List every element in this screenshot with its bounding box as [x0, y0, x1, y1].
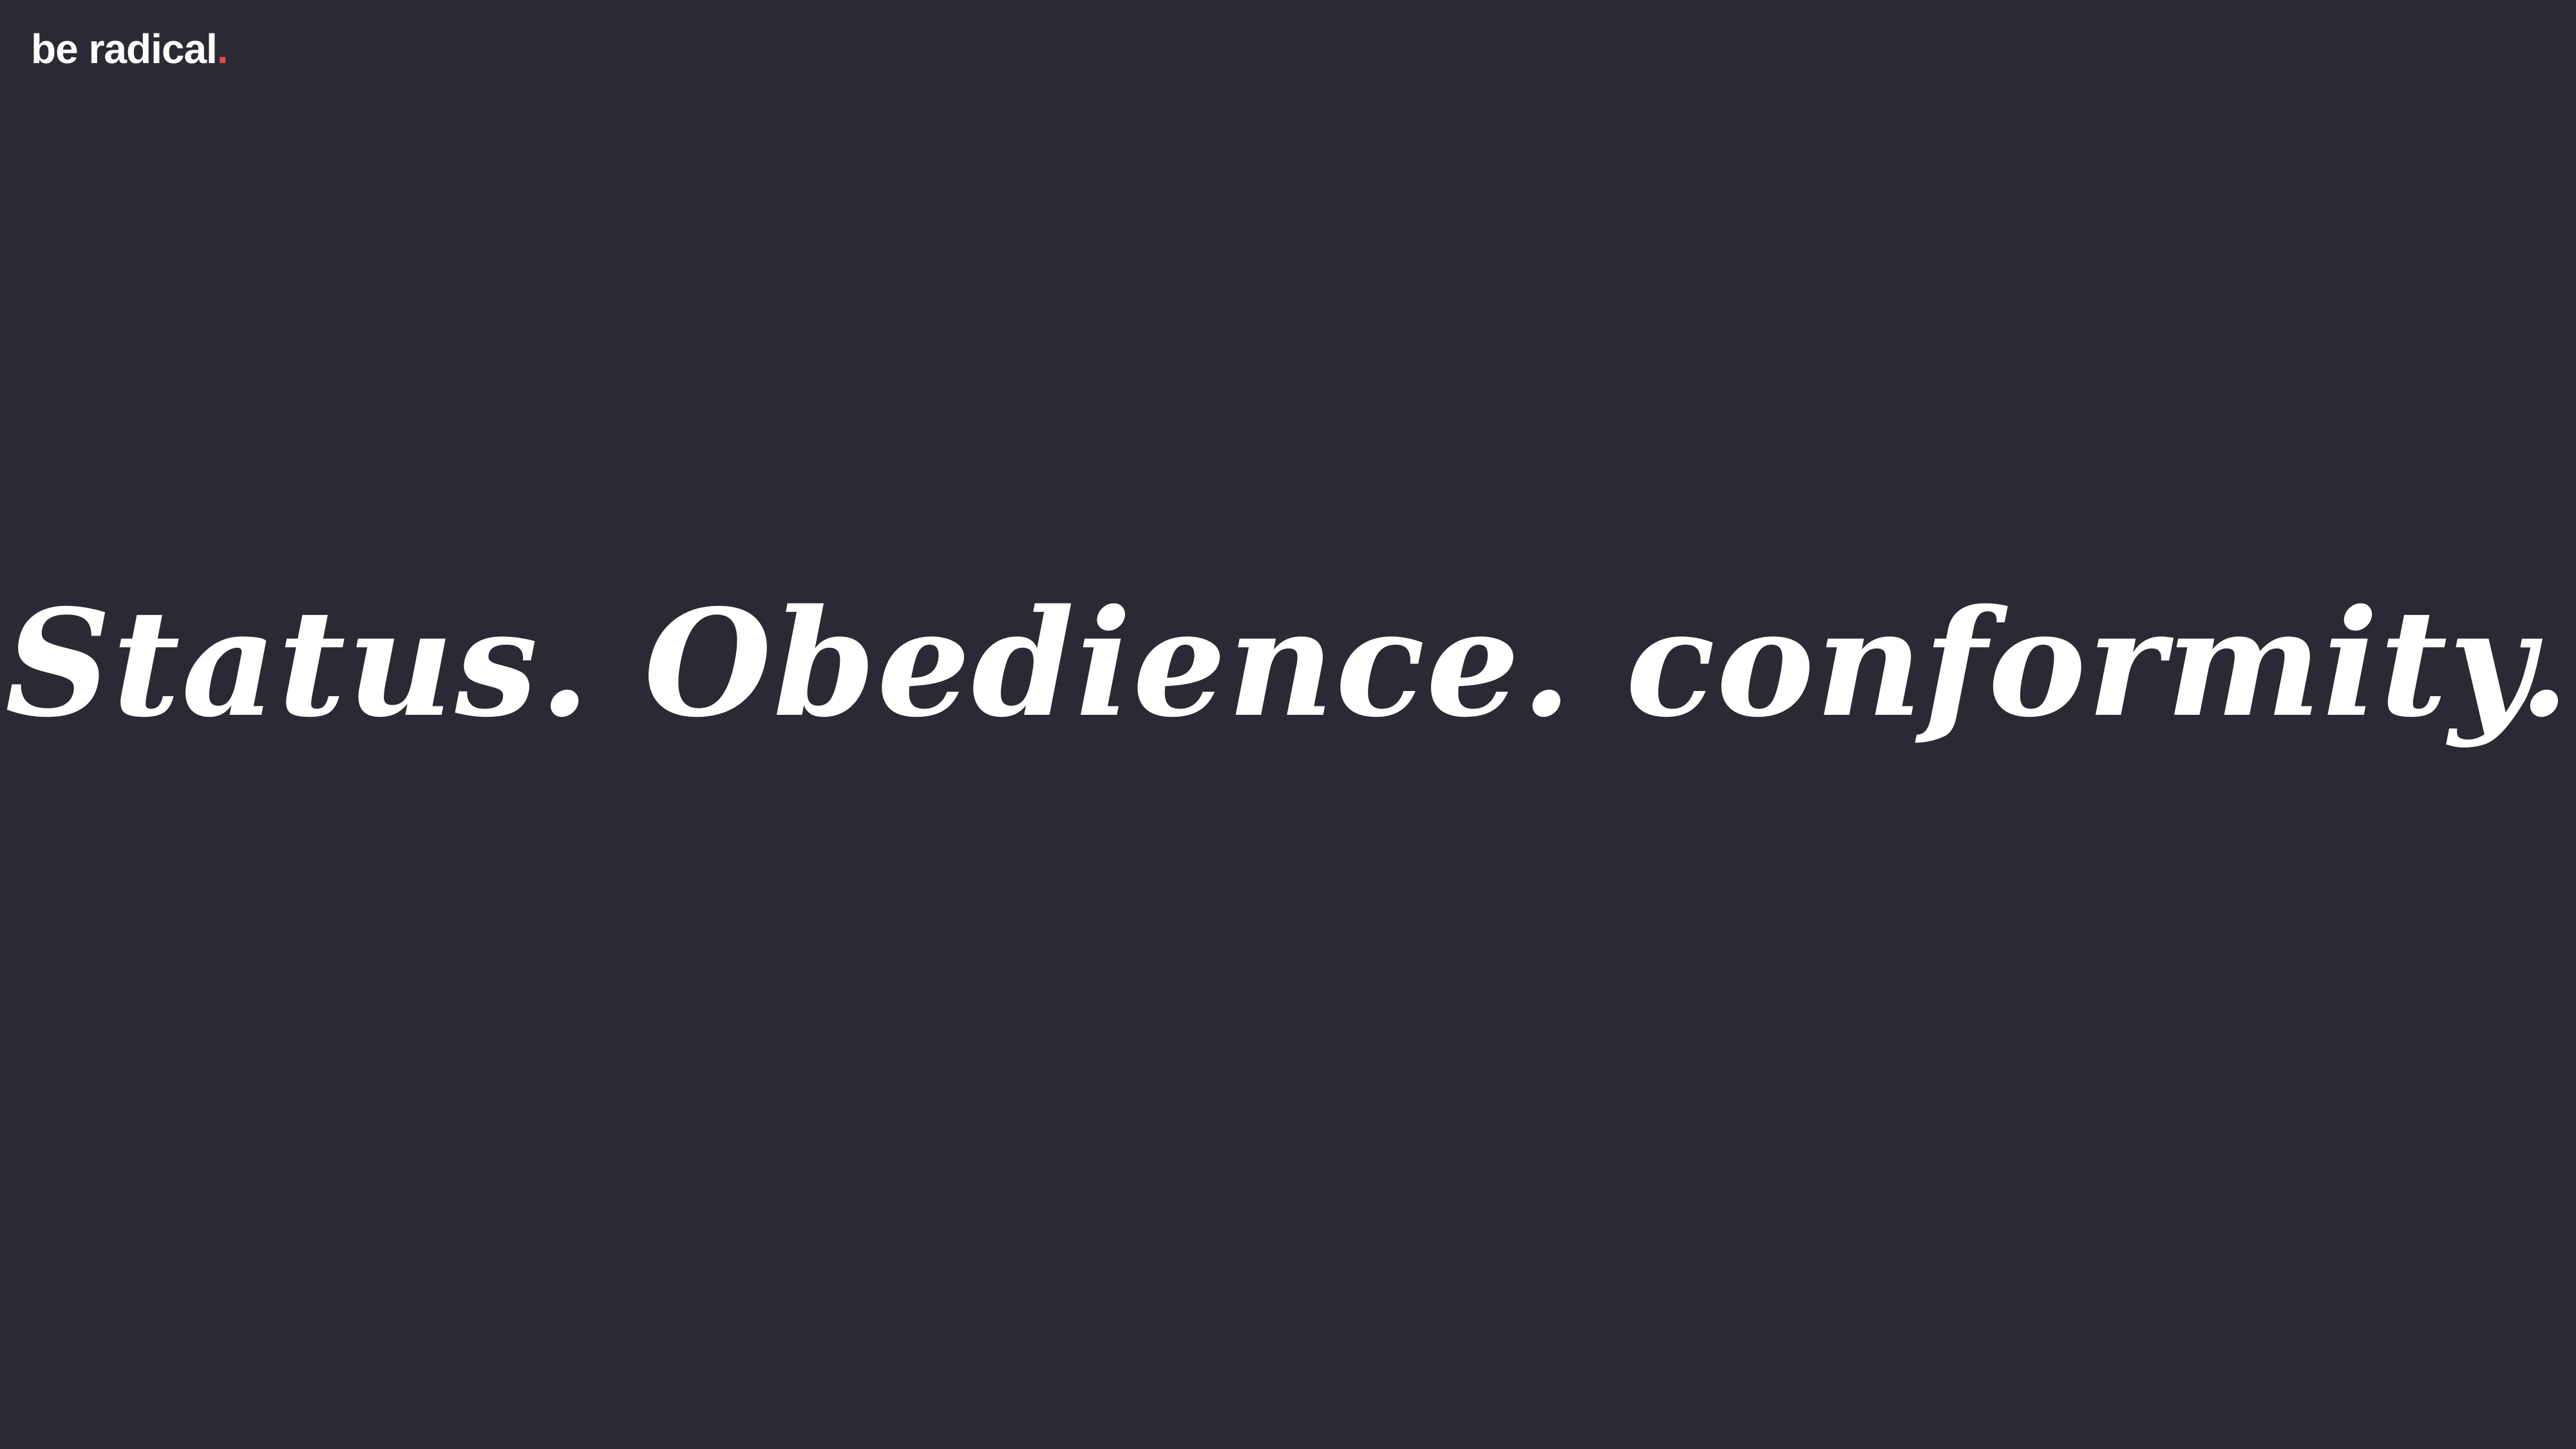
brand-logo: [31, 24, 228, 73]
brand-logo-dot: .: [216, 26, 228, 72]
brand-logo-text: be radical: [31, 26, 217, 72]
slide-headline: Status. Obedience. conformity.: [5, 577, 2571, 750]
